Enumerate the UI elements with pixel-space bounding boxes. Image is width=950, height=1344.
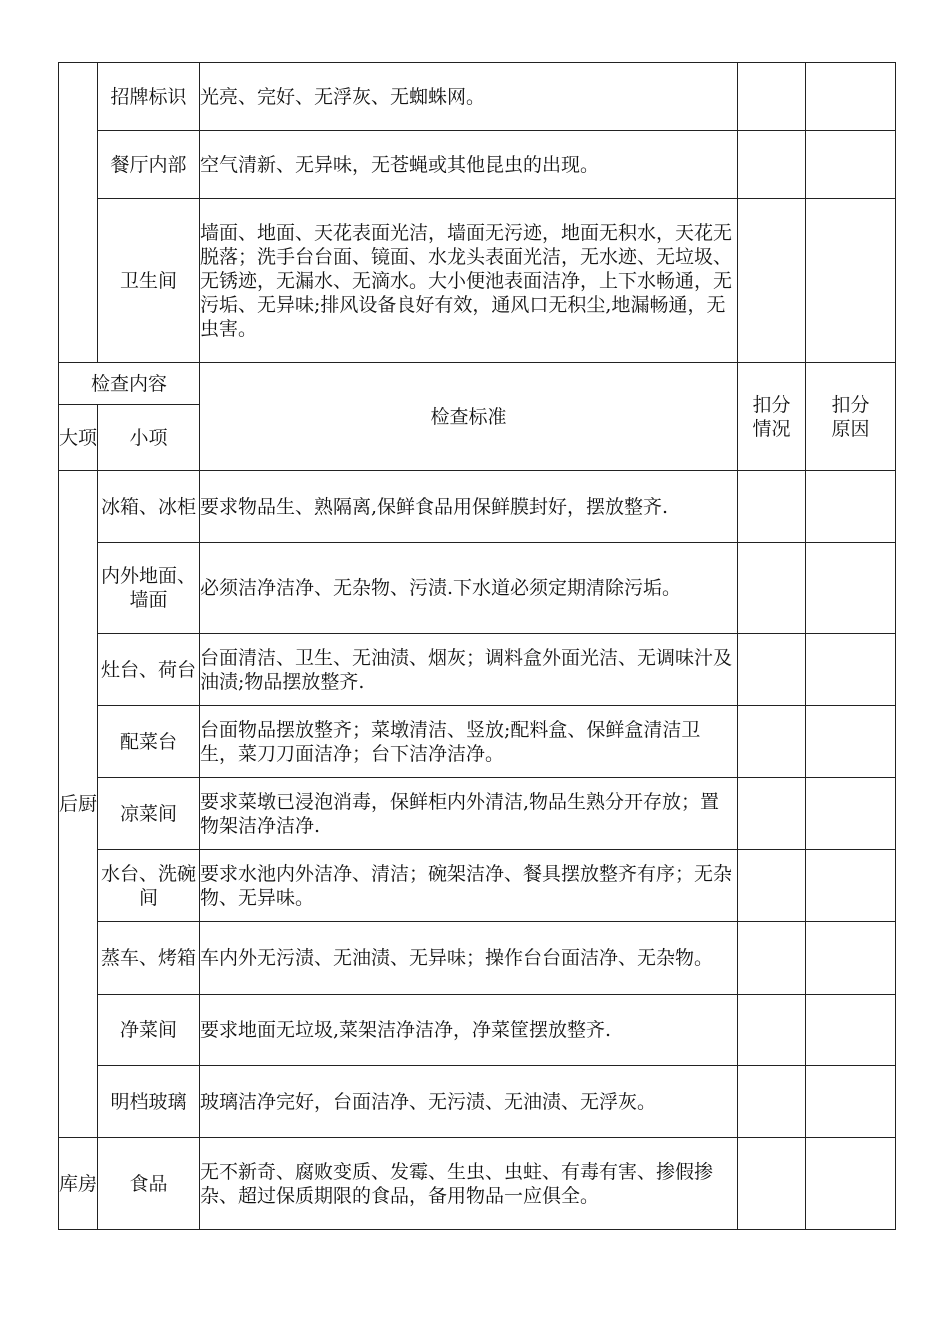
minor-item: 招牌标识 bbox=[98, 63, 200, 131]
standard-text: 台面清洁、卫生、无油渍、烟灰；调料盒外面光洁、无调味汁及油渍;物品摆放整齐. bbox=[200, 634, 738, 706]
deduct-status-cell[interactable] bbox=[738, 922, 806, 995]
minor-item: 食品 bbox=[98, 1138, 200, 1230]
major-cell-empty bbox=[59, 63, 98, 363]
deduct-status-header-line2: 情况 bbox=[752, 417, 791, 440]
deduct-reason-cell[interactable] bbox=[806, 706, 896, 778]
standard-text: 要求地面无垃圾,菜架洁净洁净，净菜筐摆放整齐. bbox=[200, 995, 738, 1066]
deduct-reason-cell[interactable] bbox=[806, 1066, 896, 1138]
standard-text: 玻璃洁净完好，台面洁净、无污渍、无油渍、无浮灰。 bbox=[200, 1066, 738, 1138]
deduct-reason-cell[interactable] bbox=[806, 922, 896, 995]
header-row bbox=[59, 363, 896, 405]
deduct-status-cell[interactable] bbox=[738, 850, 806, 922]
table-row bbox=[59, 850, 896, 922]
deduct-reason-cell[interactable] bbox=[806, 1138, 896, 1230]
standard-text: 要求物品生、熟隔离,保鲜食品用保鲜膜封好，摆放整齐. bbox=[200, 471, 738, 543]
standard-text: 无不新奇、腐败变质、发霉、生虫、虫蛀、有毒有害、掺假掺杂、超过保质期限的食品，备用物品一应俱全。 bbox=[200, 1138, 738, 1230]
deduct-status-cell[interactable] bbox=[738, 1138, 806, 1230]
standard-text: 光亮、完好、无浮灰、无蜘蛛网。 bbox=[200, 63, 738, 131]
minor-item: 水台、洗碗间 bbox=[98, 850, 200, 922]
minor-item: 明档玻璃 bbox=[98, 1066, 200, 1138]
standard-text: 台面物品摆放整齐；菜墩清洁、竖放;配料盒、保鲜盒清洁卫生，菜刀刀面洁净；台下洁净洁净。 bbox=[200, 706, 738, 778]
standard-text: 空气清新、无异味，无苍蝇或其他昆虫的出现。 bbox=[200, 131, 738, 199]
deduct-reason-cell[interactable] bbox=[806, 634, 896, 706]
deduct-status-header bbox=[738, 363, 806, 471]
check-content-header: 检查内容 bbox=[59, 363, 200, 405]
table-row bbox=[59, 471, 896, 543]
table-row bbox=[59, 778, 896, 850]
major-category: 后厨 bbox=[59, 471, 98, 1138]
table-row bbox=[59, 706, 896, 778]
minor-header: 小项 bbox=[98, 405, 200, 471]
deduct-status-cell[interactable] bbox=[738, 131, 806, 199]
deduct-reason-cell[interactable] bbox=[806, 543, 896, 634]
deduct-status-cell[interactable] bbox=[738, 471, 806, 543]
deduct-status-cell[interactable] bbox=[738, 199, 806, 363]
major-category: 库房 bbox=[59, 1138, 98, 1230]
deduct-reason-cell[interactable] bbox=[806, 778, 896, 850]
table-row bbox=[59, 634, 896, 706]
deduct-reason-header-line2: 原因 bbox=[831, 417, 870, 440]
deduct-reason-cell[interactable] bbox=[806, 199, 896, 363]
deduct-status-cell[interactable] bbox=[738, 634, 806, 706]
minor-item: 蒸车、烤箱 bbox=[98, 922, 200, 995]
deduct-reason-header bbox=[806, 363, 896, 471]
deduct-reason-cell[interactable] bbox=[806, 850, 896, 922]
minor-item: 卫生间 bbox=[98, 199, 200, 363]
standard-text: 墙面、地面、天花表面光洁，墙面无污迹，地面无积水，天花无脱落；洗手台台面、镜面、水龙头表面光洁，无水迹、无垃圾、无锈迹，无漏水、无滴水。大小便池表面洁净，上下水畅通，无污垢、无异味;排风设备良好有效，通风口无积尘,地漏畅通，无虫害。 bbox=[200, 199, 738, 363]
table-row bbox=[59, 1066, 896, 1138]
inspection-table bbox=[58, 62, 896, 1230]
deduct-reason-cell[interactable] bbox=[806, 995, 896, 1066]
deduct-reason-cell[interactable] bbox=[806, 471, 896, 543]
deduct-status-header-line1: 扣分 bbox=[752, 393, 791, 416]
deduct-reason-cell[interactable] bbox=[806, 63, 896, 131]
table-row bbox=[59, 543, 896, 634]
deduct-reason-header-line1: 扣分 bbox=[831, 393, 870, 416]
standard-text: 必须洁净洁净、无杂物、污渍.下水道必须定期清除污垢。 bbox=[200, 543, 738, 634]
deduct-reason-cell[interactable] bbox=[806, 131, 896, 199]
minor-item: 内外地面、墙面 bbox=[98, 543, 200, 634]
minor-item: 净菜间 bbox=[98, 995, 200, 1066]
table-row bbox=[59, 995, 896, 1066]
deduct-status-cell[interactable] bbox=[738, 778, 806, 850]
standard-header: 检查标准 bbox=[200, 363, 738, 471]
table-row bbox=[59, 1138, 896, 1230]
standard-text: 要求菜墩已浸泡消毒，保鲜柜内外清洁,物品生熟分开存放；置物架洁净洁净. bbox=[200, 778, 738, 850]
table-row bbox=[59, 63, 896, 131]
standard-text: 车内外无污渍、无油渍、无异味；操作台台面洁净、无杂物。 bbox=[200, 922, 738, 995]
deduct-status-cell[interactable] bbox=[738, 706, 806, 778]
deduct-status-cell[interactable] bbox=[738, 543, 806, 634]
minor-item: 餐厅内部 bbox=[98, 131, 200, 199]
table-row bbox=[59, 199, 896, 363]
standard-text: 要求水池内外洁净、清洁；碗架洁净、餐具摆放整齐有序；无杂物、无异味。 bbox=[200, 850, 738, 922]
deduct-status-cell[interactable] bbox=[738, 63, 806, 131]
major-header: 大项 bbox=[59, 405, 98, 471]
deduct-status-cell[interactable] bbox=[738, 1066, 806, 1138]
minor-item: 配菜台 bbox=[98, 706, 200, 778]
deduct-status-cell[interactable] bbox=[738, 995, 806, 1066]
table-row bbox=[59, 131, 896, 199]
minor-item: 灶台、荷台 bbox=[98, 634, 200, 706]
minor-item: 凉菜间 bbox=[98, 778, 200, 850]
table-row bbox=[59, 922, 896, 995]
minor-item: 冰箱、冰柜 bbox=[98, 471, 200, 543]
